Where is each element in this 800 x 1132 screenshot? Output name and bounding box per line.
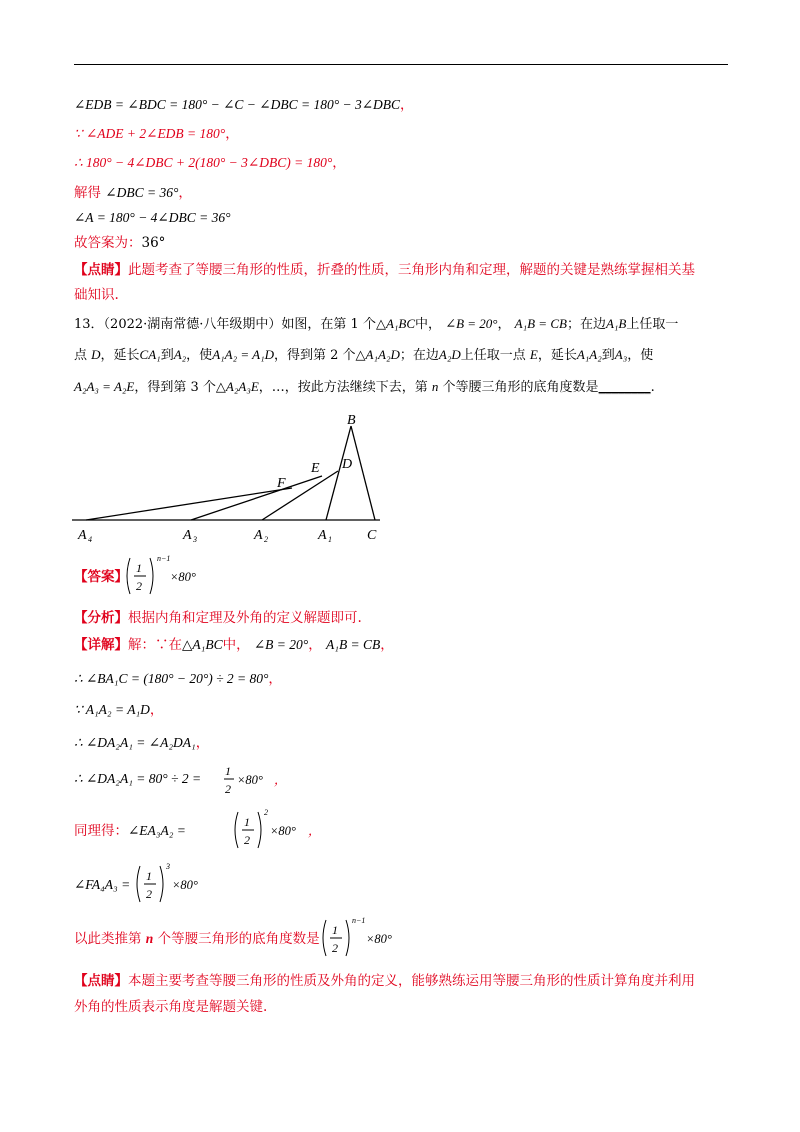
punct: ， (308, 824, 321, 838)
punct: ， (380, 637, 394, 653)
math: D (91, 347, 101, 362)
remark-tag: 【点睛】 (74, 973, 128, 989)
label-D: D (342, 457, 353, 472)
denominator: 2 (146, 887, 152, 901)
math: ∠FA₄A₃ = (74, 877, 131, 892)
label: 解得 (74, 185, 106, 201)
math: E (529, 347, 538, 362)
equation: ∠A = 180° − 4∠DBC = 36° (74, 210, 231, 225)
punct: ， (308, 637, 322, 653)
answer-value: 36° (141, 235, 166, 251)
problem-line-1 (74, 315, 678, 334)
prev-line-4 (74, 184, 192, 202)
text: . (650, 380, 655, 395)
left-paren (323, 920, 326, 956)
label-A3: A (183, 528, 192, 543)
math: A₃ (614, 347, 628, 362)
math: A₁A₂ = A₁D (212, 347, 274, 362)
left-paren (235, 812, 238, 848)
text: ，…，按此方法继续下去，第 (258, 380, 432, 395)
math: n (431, 379, 439, 394)
label-A2: A (254, 528, 263, 543)
math: △A₂A₃E (215, 379, 259, 394)
problem-line-2 (74, 346, 653, 365)
analysis-text: 根据内角和定理及外角的定义解题即可. (128, 610, 362, 626)
prev-line-5 (74, 209, 231, 227)
text: ， (497, 317, 511, 332)
text: ，得到第 3 个 (134, 380, 216, 395)
side-A3E (191, 476, 322, 520)
detail-line-3 (74, 701, 163, 719)
math: n (145, 931, 154, 946)
multiplier: ×80° (172, 878, 198, 892)
numerator: 1 (146, 869, 152, 883)
left-paren (137, 866, 140, 902)
numerator: 1 (244, 815, 250, 829)
answer-label: 故答案为： (74, 235, 142, 251)
multiplier: ×80° (170, 570, 196, 584)
detail-power-n (320, 914, 410, 962)
answer-line (74, 568, 128, 586)
math: △A₁BC (375, 316, 416, 331)
label-C: C (367, 528, 377, 543)
detail-tag: 【详解】 (74, 637, 128, 653)
text: 到 (160, 348, 174, 363)
text: 上任取一点 (460, 348, 530, 363)
right-paren (160, 866, 163, 902)
label-A1-sub: 1 (328, 535, 332, 544)
label-A2-sub: 2 (264, 535, 268, 544)
detail-line-6 (74, 822, 186, 840)
multiplier: ×80° (366, 932, 392, 946)
math: △A₁A₂D (355, 347, 400, 362)
side-A4F (86, 488, 292, 520)
text: ；在边 (399, 348, 439, 363)
comment-tag: 【点睛】 (74, 262, 128, 278)
remark-line-2 (74, 998, 267, 1016)
prev-comment-1 (74, 261, 695, 279)
math: ∵ A₁A₂ = A₁D (74, 702, 150, 717)
remark-text: 外角的性质表示角度是解题关键. (74, 999, 268, 1015)
punct: ， (332, 155, 346, 171)
right-paren (346, 920, 349, 956)
answer-blank: ________ (598, 380, 651, 395)
prev-line-3 (74, 154, 346, 172)
math: CA₁ (139, 347, 161, 362)
text: 如图，在第 1 个 (281, 317, 376, 332)
label-A4-sub: 4 (88, 535, 92, 544)
remark-line-1 (74, 972, 695, 990)
math: ∴ ∠BA₁C = (180° − 20°) ÷ 2 = 80° (74, 671, 269, 686)
text: 点 (74, 348, 92, 363)
comment-text: 础知识. (74, 287, 119, 303)
text: 同理得： (74, 823, 128, 839)
label-A3-sub: 3 (193, 535, 197, 544)
math: ∠EA₃A₂ = (128, 823, 186, 838)
label-B: B (347, 413, 356, 428)
side-A1B (326, 426, 351, 520)
multiplier: ×80° (237, 773, 263, 787)
prev-line-2 (74, 125, 239, 143)
multiplier: ×80° (270, 824, 296, 838)
math: A₁B (605, 316, 627, 331)
exponent: 3 (166, 862, 170, 871)
text: 以此类推第 (74, 931, 146, 947)
text: ，使 (186, 348, 213, 363)
text: 中， (222, 637, 250, 653)
math: A₁B = CB (326, 637, 381, 652)
punct: ， (149, 702, 164, 718)
detail-line-2 (74, 670, 282, 688)
text: 中， (415, 317, 442, 332)
header-rule (74, 64, 728, 65)
equation: ∴ 180° − 4∠DBC + 2(180° − 3∠DBC) = 180° (74, 155, 333, 170)
math: A₂ (173, 347, 187, 362)
answer-tag: 【答案】 (74, 569, 128, 585)
math: A₁A₂ (576, 347, 602, 362)
remark-text: 本题主要考查等腰三角形的性质及外角的定义，能够熟练运用等腰三角形的性质计算角度并利用 (128, 973, 695, 989)
equation: ∵ ∠ADE + 2∠EDB = 180° (74, 126, 226, 141)
analysis-tag: 【分析】 (74, 610, 128, 626)
denominator: 2 (332, 941, 338, 955)
exponent: n−1 (352, 916, 366, 925)
text: 解：∵在 (128, 637, 182, 653)
math: ∠B = 20° (445, 316, 498, 331)
math: A₁B = CB (514, 316, 567, 331)
problem-source: （2022·湖南常德·八年级期中） (103, 317, 282, 332)
prev-line-1 (74, 96, 414, 114)
problem-number: 13． (74, 317, 104, 332)
equation: ∠DBC = 36° (105, 185, 179, 200)
math: △A₁BC (182, 637, 223, 652)
prev-answer (74, 234, 165, 252)
label-E: E (311, 461, 320, 476)
text: ，延长 (537, 348, 577, 363)
right-paren (258, 812, 261, 848)
side-BC (351, 426, 375, 520)
text: ，延长 (100, 348, 140, 363)
denominator: 2 (136, 579, 142, 593)
math: A₂D (438, 347, 461, 362)
punct: ， (268, 671, 282, 687)
text: ，使 (627, 348, 654, 363)
detail-line-5 (74, 770, 201, 788)
analysis-line (74, 609, 362, 627)
numerator: 1 (225, 764, 231, 778)
detail-power-3 (134, 860, 214, 908)
punct: ， (178, 185, 192, 201)
exponent: n−1 (157, 554, 171, 563)
geometry-figure (70, 408, 400, 548)
text: ；在边 (566, 317, 606, 332)
exponent: 2 (264, 808, 268, 817)
text: 个等腰三角形的底角度数是 (438, 380, 599, 395)
math: ∠B = 20° (253, 637, 309, 652)
detail-line-8 (74, 930, 320, 948)
problem-line-3 (74, 378, 655, 397)
detail-power-2 (232, 806, 322, 854)
punct: ， (225, 126, 239, 142)
math: A₂A₃ = A₂E (74, 379, 135, 394)
math: ∴ ∠DA₂A₁ = ∠A₂DA₁ (74, 735, 196, 750)
detail-line-1 (74, 636, 394, 654)
right-paren (150, 558, 153, 594)
denominator: 2 (225, 782, 231, 796)
answer-formula (124, 552, 214, 600)
text: 个等腰三角形的底角度数是 (153, 931, 320, 947)
left-paren (127, 558, 130, 594)
punct: ， (400, 97, 414, 113)
numerator: 1 (136, 561, 142, 575)
label-A1: A (318, 528, 327, 543)
label-A4: A (78, 528, 87, 543)
label-F: F (277, 476, 286, 491)
punct: ， (274, 773, 287, 787)
denominator: 2 (244, 833, 250, 847)
numerator: 1 (332, 923, 338, 937)
comment-text: 此题考查了等腰三角形的性质，折叠的性质，三角形内角和定理，解题的关键是熟练掌握相关基 (128, 262, 695, 278)
detail-line-7 (74, 876, 130, 894)
text: 到 (601, 348, 615, 363)
punct: ， (195, 735, 210, 751)
detail-line-4 (74, 734, 209, 752)
side-A2D (262, 471, 338, 520)
math: ∴ ∠DA₂A₁ = 80° ÷ 2 = (74, 771, 202, 786)
detail-fraction-half (222, 760, 292, 800)
equation: ∠EDB = ∠BDC = 180° − ∠C − ∠DBC = 180° − 3∠DBC (74, 97, 401, 112)
prev-comment-2 (74, 286, 119, 304)
text: 上任取一 (626, 317, 679, 332)
text: ，得到第 2 个 (274, 348, 356, 363)
